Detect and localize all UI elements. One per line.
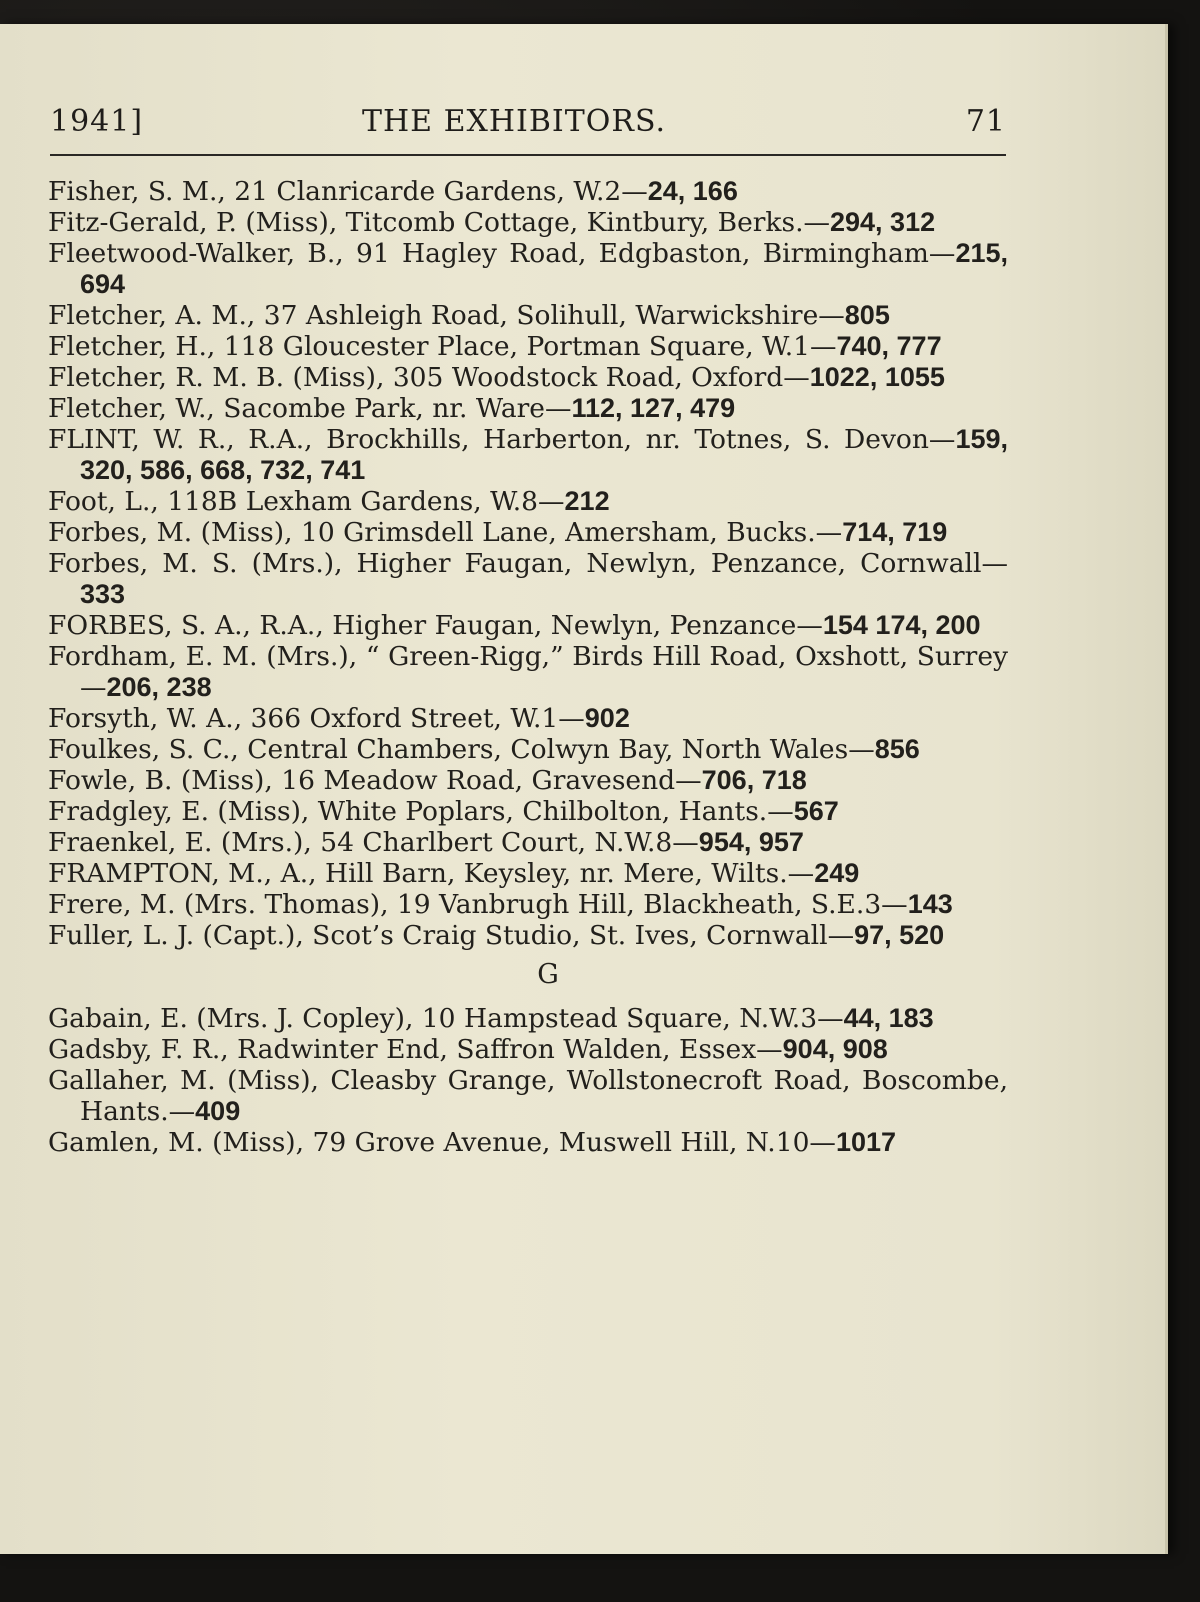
entry-text: Fuller, L. J. (Capt.), Scot’s Craig Studio, St. Ives, Cornwall— [48,920,855,951]
catalogue-numbers: 333 [80,579,126,609]
list-item [48,1034,1008,1065]
list-item [48,1127,1008,1158]
entry-text: Fletcher, H., 118 Gloucester Place, Portman Square, W.1— [48,331,837,362]
catalogue-numbers: 249 [814,858,860,888]
entry-text: FRAMPTON, M., A., Hill Barn, Keysley, nr. Mere, Wilts.— [48,858,815,889]
list-item [48,734,1008,765]
list-item [48,1003,1008,1034]
catalogue-numbers: 154 174, 200 [822,610,981,640]
catalogue-numbers: 97, 520 [854,920,945,950]
list-item [48,765,1008,796]
catalogue-numbers: 1017 [835,1127,897,1157]
list-item [48,641,1008,703]
entry-text: Forbes, M. (Miss), 10 Grimsdell Lane, Amersham, Bucks.— [48,517,843,548]
list-item [48,920,1008,951]
catalogue-numbers: 159, 320, 586, 668, 732, 741 [80,424,1008,485]
list-item [48,300,1008,331]
list-item [48,207,1008,238]
entry-text: Fradgley, E. (Miss), White Poplars, Chilbolton, Hants.— [48,796,794,827]
entry-text: Forsyth, W. A., 366 Oxford Street, W.1— [48,703,585,734]
entry-text: FORBES, S. A., R.A., Higher Faugan, Newlyn, Penzance— [48,610,823,641]
catalogue-numbers: 24, 166 [647,176,738,206]
catalogue-numbers: 856 [874,734,920,764]
catalogue-numbers: 706, 718 [701,765,807,795]
catalogue-numbers: 902 [584,703,630,733]
section-heading-g: G [537,959,559,990]
catalogue-numbers: 904, 908 [782,1034,888,1064]
list-item [48,362,1008,393]
entry-text: Fordham, E. M. (Mrs.), “ Green-Rigg,” Birds Hill Road, Oxshott, Surrey— [48,641,1008,703]
list-item [48,331,1008,362]
list-item [48,858,1008,889]
running-header [50,104,1006,154]
list-item [48,703,1008,734]
header-title: THE EXHIBITORS. [362,104,666,139]
entry-text: FLINT, W. R., R.A., Brockhills, Harberton, nr. Totnes, S. Devon— [48,424,956,455]
catalogue-numbers: 1022, 1055 [809,362,945,392]
list-item [48,176,1008,207]
list-item [48,548,1008,610]
entry-text: Fletcher, W., Sacombe Park, nr. Ware— [48,393,572,424]
entry-text: Gallaher, M. (Miss), Cleasby Grange, Wollstonecroft Road, Boscombe, Hants.— [48,1065,1008,1127]
catalogue-numbers: 143 [907,889,953,919]
catalogue-numbers: 44, 183 [843,1003,934,1033]
catalogue-numbers: 212 [564,486,610,516]
list-item [48,827,1008,858]
entry-text: Fowle, B. (Miss), 16 Meadow Road, Gravesend— [48,765,702,796]
catalogue-numbers: 294, 312 [830,207,936,237]
entry-text: Fraenkel, E. (Mrs.), 54 Charlbert Court, N.W.8— [48,827,699,858]
entry-text: Foot, L., 118B Lexham Gardens, W.8— [48,486,565,517]
entry-text: Fletcher, R. M. B. (Miss), 305 Woodstock Road, Oxford— [48,362,810,393]
list-item [48,486,1008,517]
entry-text: Foulkes, S. C., Central Chambers, Colwyn Bay, North Wales— [48,734,875,765]
catalogue-numbers: 206, 238 [106,672,212,702]
header-year: 1941] [50,104,144,139]
entry-text: Fisher, S. M., 21 Clanricarde Gardens, W.2— [48,176,648,207]
list-item [48,1065,1008,1127]
list-item [48,610,1008,641]
header-rule [50,154,1006,156]
entry-text: Gadsby, F. R., Radwinter End, Saffron Walden, Essex— [48,1034,783,1065]
list-item [48,424,1008,486]
entry-text: Fletcher, A. M., 37 Ashleigh Road, Solihull, Warwickshire— [48,300,845,331]
catalogue-numbers: 954, 957 [698,827,804,857]
book-page [0,24,1168,1554]
entry-text: Frere, M. (Mrs. Thomas), 19 Vanbrugh Hill, Blackheath, S.E.3— [48,889,908,920]
exhibitor-list [48,176,1008,1158]
list-item [48,393,1008,424]
catalogue-numbers: 805 [844,300,890,330]
list-item [48,517,1008,548]
entry-text: Forbes, M. S. (Mrs.), Higher Faugan, Newlyn, Penzance, Cornwall— [48,548,1008,579]
entry-text: Fleetwood-Walker, B., 91 Hagley Road, Edgbaston, Birmingham— [48,238,956,269]
catalogue-numbers: 215, 694 [80,238,1008,299]
catalogue-numbers: 112, 127, 479 [571,393,736,423]
catalogue-numbers: 740, 777 [836,331,942,361]
entry-text: Fitz-Gerald, P. (Miss), Titcomb Cottage, Kintbury, Berks.— [48,207,830,238]
catalogue-numbers: 567 [793,796,839,826]
list-item [48,796,1008,827]
list-item [48,238,1008,300]
page-number: 71 [965,104,1006,139]
entry-text: Gamlen, M. (Miss), 79 Grove Avenue, Muswell Hill, N.10— [48,1127,836,1158]
catalogue-numbers: 714, 719 [842,517,948,547]
entry-text: Gabain, E. (Mrs. J. Copley), 10 Hampstead Square, N.W.3— [48,1003,844,1034]
catalogue-numbers: 409 [195,1096,241,1126]
list-item [48,889,1008,920]
